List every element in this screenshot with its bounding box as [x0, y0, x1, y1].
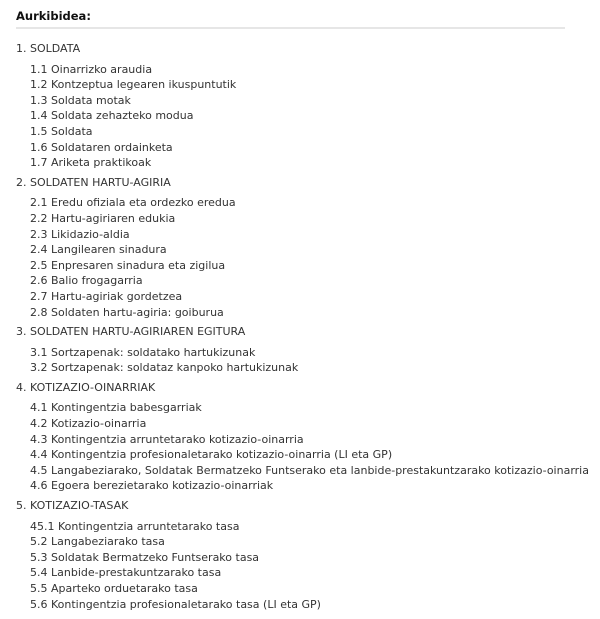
subsection-link[interactable]: 45.1 Kontingentzia arruntetarako tasa	[30, 519, 240, 533]
section-link[interactable]: 3. SOLDATEN HARTU-AGIRIAREN EGITURA	[16, 325, 246, 339]
subsection-list	[16, 400, 589, 494]
toc-section	[16, 41, 566, 171]
section-link[interactable]: 4. KOTIZAZIO-OINARRIAK	[16, 380, 156, 394]
subsection-link[interactable]: 5.5 Aparteko orduetarako tasa	[30, 582, 198, 595]
subsection-link[interactable]: 5.4 Lanbide-prestakuntzarako tasa	[30, 566, 222, 580]
toc-section	[16, 498, 566, 612]
subsection-link[interactable]: 5.3 Soldatak Bermatzeko Funtserako tasa	[30, 550, 260, 564]
toc-sections	[16, 41, 589, 612]
toc-title: Aurkibidea:	[16, 8, 565, 29]
table-of-contents	[16, 8, 589, 616]
subsection-list	[16, 195, 566, 320]
subsection-link[interactable]: 1.3 Soldata motak	[30, 93, 131, 107]
subsection-link[interactable]: 1.1 Oinarrizko araudia	[30, 62, 153, 76]
section-link[interactable]: 5. KOTIZAZIO-TASAK	[16, 499, 129, 513]
subsection-link[interactable]: 1.5 Soldata	[30, 124, 93, 138]
subsection-link[interactable]: 3.2 Sortzapenak: soldataz kanpoko hartukizunak	[30, 361, 299, 375]
subsection-link[interactable]: 4.4 Kontingentzia profesionaletarako kotizazio-oinarria (LI eta GP)	[30, 448, 393, 462]
subsection-link[interactable]: 2.4 Langilearen sinadura	[30, 243, 167, 257]
toc-section	[16, 175, 566, 320]
toc-section	[16, 380, 589, 494]
subsection-link[interactable]: 4.2 Kotizazio-oinarria	[30, 417, 147, 431]
subsection-link[interactable]: 4.1 Kontingentzia babesgarriak	[30, 401, 202, 415]
subsection-link[interactable]: 1.7 Ariketa praktikoak	[30, 156, 152, 170]
subsection-link[interactable]: 1.2 Kontzeptua legearen ikuspuntutik	[30, 78, 237, 92]
subsection-link[interactable]: 4.3 Kontingentzia arruntetarako kotizazio-oinarria	[30, 432, 304, 446]
subsection-link[interactable]: 5.6 Kontingentzia profesionaletarako tasa (LI eta GP)	[30, 597, 321, 611]
subsection-link[interactable]: 2.3 Likidazio-aldia	[30, 227, 130, 241]
subsection-list	[16, 345, 566, 376]
subsection-link[interactable]: 2.7 Hartu-agiriak gordetzea	[30, 289, 183, 303]
subsection-link[interactable]: 1.6 Soldataren ordainketa	[30, 140, 173, 154]
subsection-list	[16, 62, 566, 171]
subsection-link[interactable]: 3.1 Sortzapenak: soldatako hartukizunak	[30, 345, 256, 359]
toc-section	[16, 324, 566, 376]
subsection-link[interactable]: 2.5 Enpresaren sinadura eta zigilua	[30, 258, 226, 272]
subsection-link[interactable]: 2.1 Eredu ofiziala eta ordezko eredua	[30, 196, 236, 210]
subsection-link[interactable]: 1.4 Soldata zehazteko modua	[30, 109, 194, 123]
section-link[interactable]: 2. SOLDATEN HARTU-AGIRIA	[16, 175, 171, 189]
subsection-link[interactable]: 2.8 Soldaten hartu-agiria: goiburua	[30, 305, 224, 319]
subsection-link[interactable]: 5.2 Langabeziarako tasa	[30, 535, 165, 549]
subsection-link[interactable]: 4.6 Egoera berezietarako kotizazio-oinarriak	[30, 479, 274, 493]
subsection-link[interactable]: 2.6 Balio frogagarria	[30, 274, 143, 288]
subsection-link[interactable]: 2.2 Hartu-agiriaren edukia	[30, 211, 176, 225]
subsection-link[interactable]: 4.5 Langabeziarako, Soldatak Bermatzeko Funtserako eta lanbide-prestakuntzarako kotizazio-oinarria	[30, 463, 589, 477]
section-link[interactable]: 1. SOLDATA	[16, 42, 81, 55]
subsection-list	[16, 519, 566, 613]
